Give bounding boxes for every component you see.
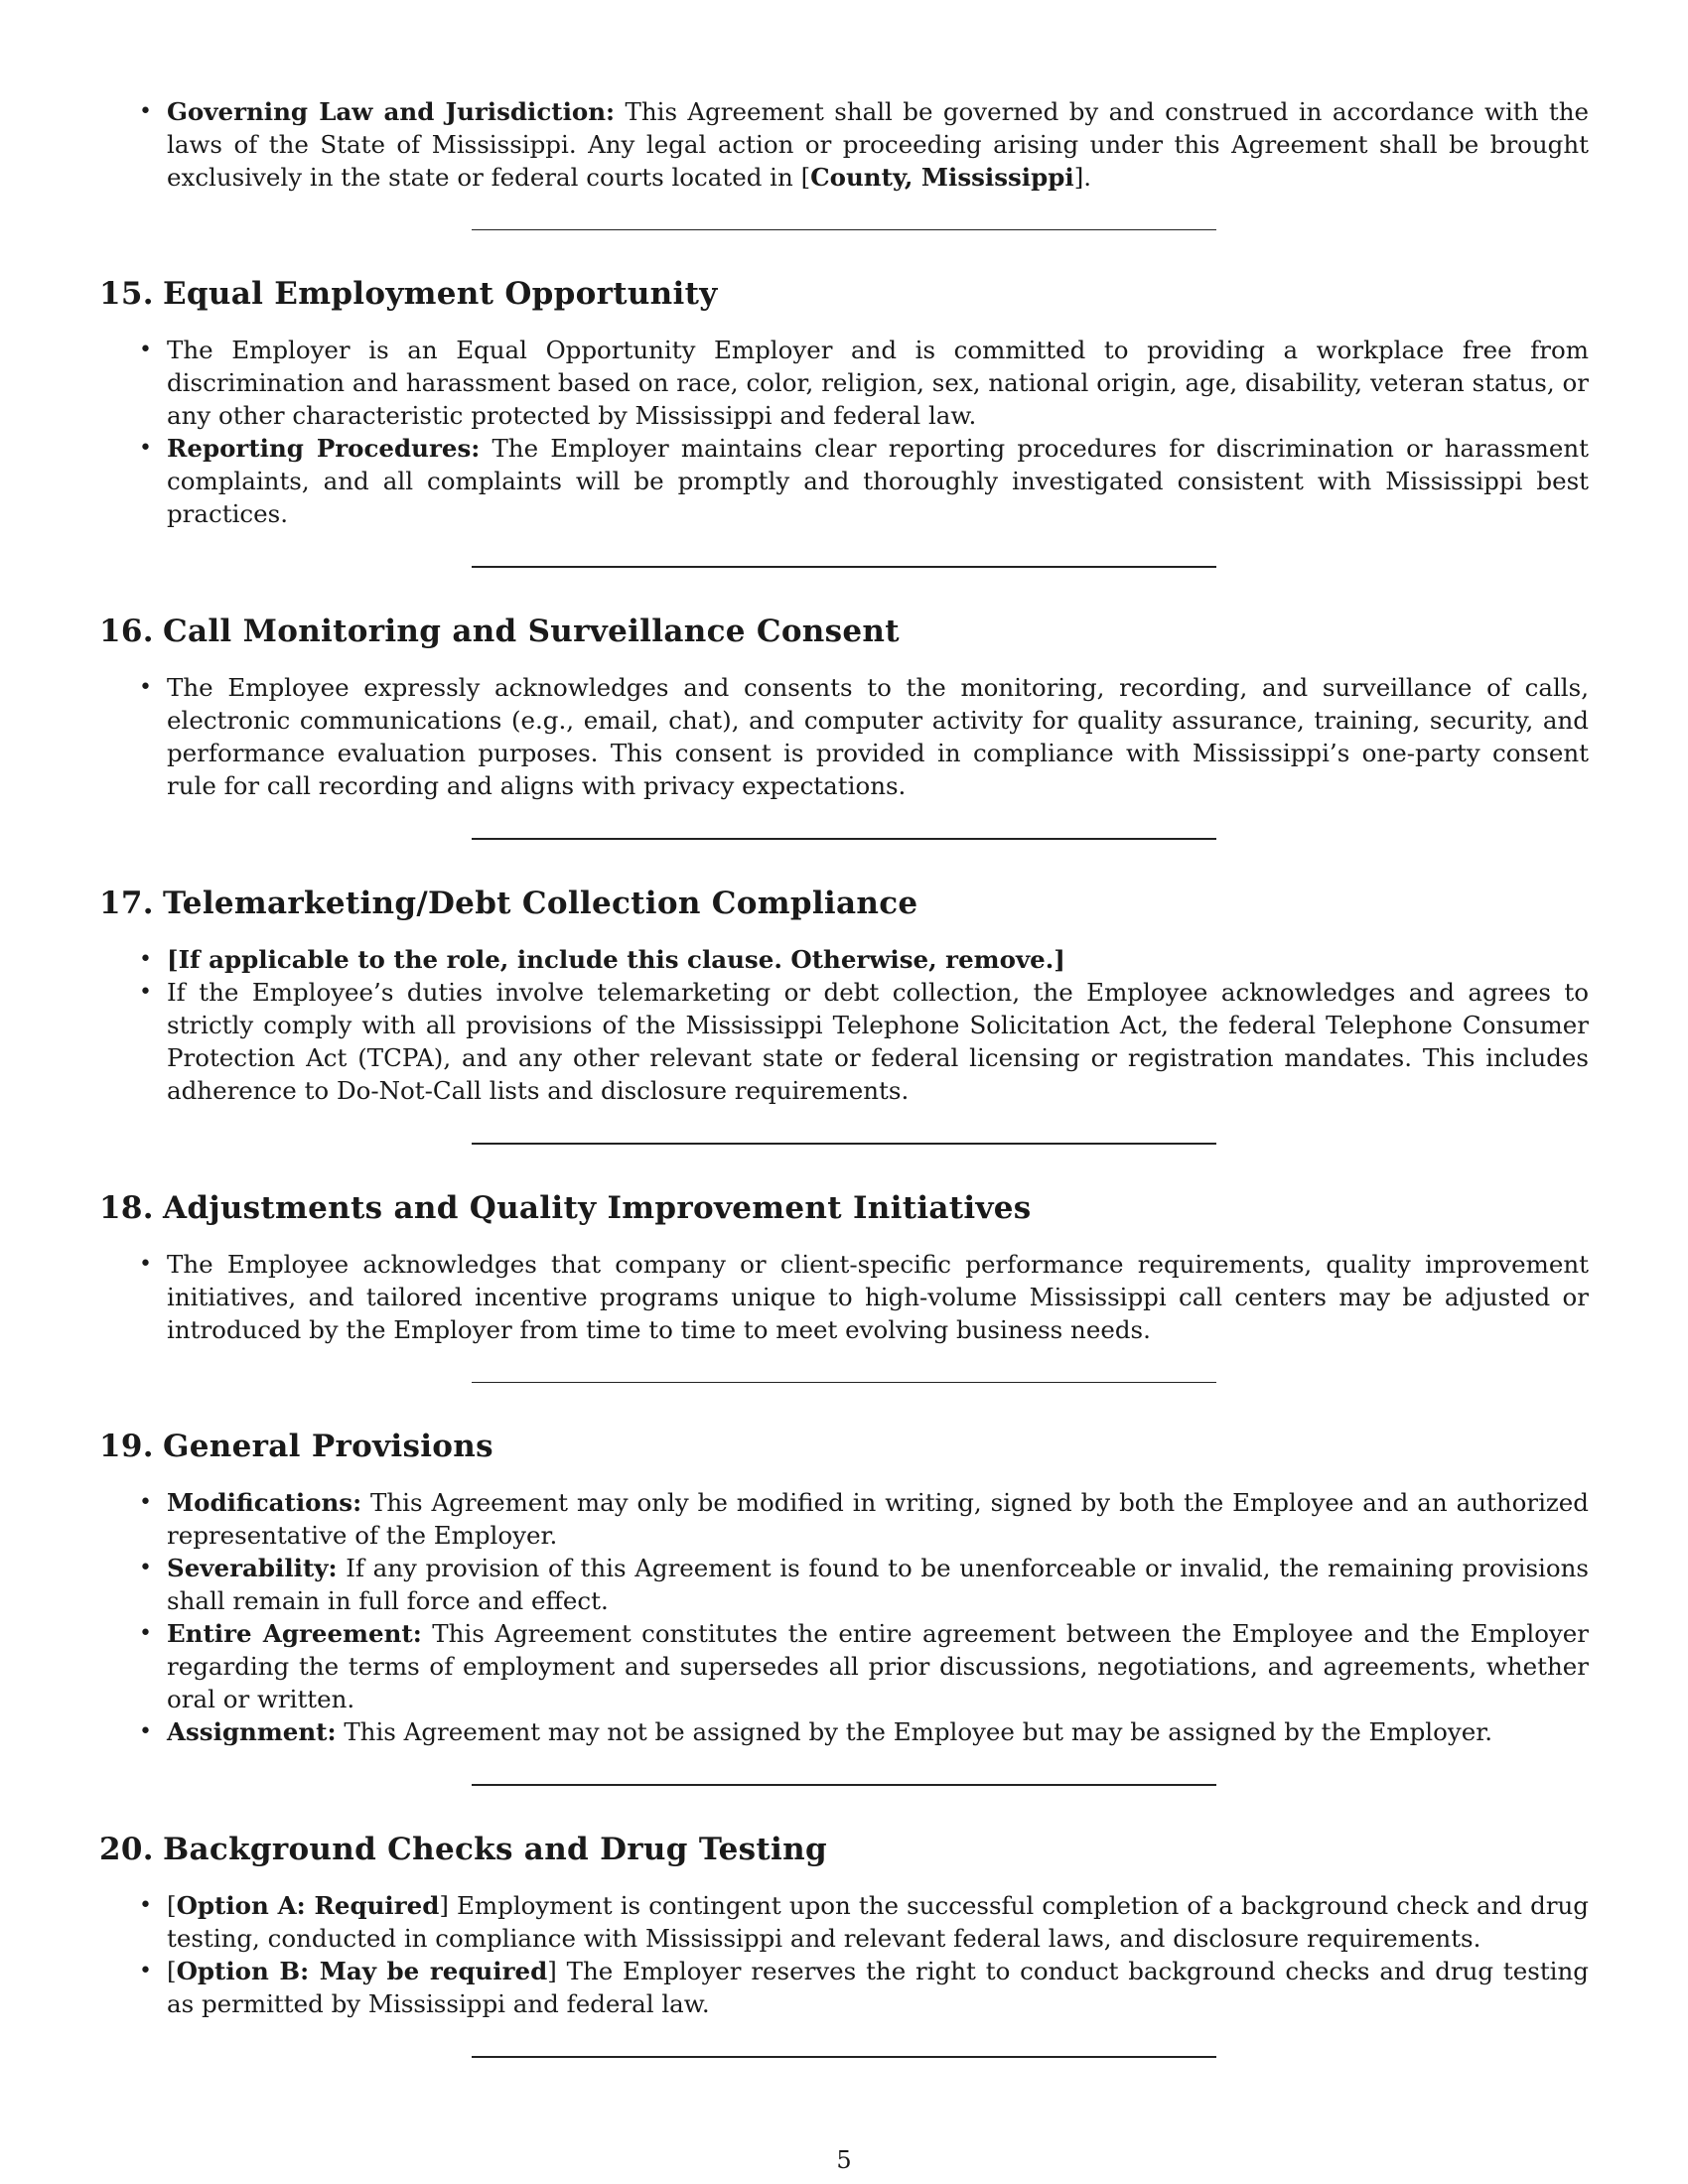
- list-item: [139, 334, 1589, 432]
- bullet-icon: •: [139, 1893, 152, 1918]
- section-heading: 20. Background Checks and Drug Testing: [99, 1832, 827, 1867]
- item-lead: Assignment:: [167, 1717, 337, 1746]
- list-item: [139, 1617, 1590, 1715]
- list-item: [139, 1248, 1589, 1346]
- list-item: [139, 1486, 1589, 1552]
- list-item: [139, 1552, 1589, 1617]
- list-item: [139, 1715, 1589, 1748]
- placeholder-text: County, Mississippi: [810, 163, 1074, 192]
- item-text: This Agreement shall be governed by and construed in accordance with the laws of the State of Mississippi. Any legal action or proceeding arising under this Agreement shall be brought exclusively in the state or federal courts located in: [167, 97, 1590, 192]
- document-page: [99, 95, 1589, 2102]
- list-item: • [Option B: May be required] The Employer reserves the right to conduct background checks and drug testing as permitted by Mississippi and federal law.: [139, 1957, 1589, 2018]
- item-lead: Governing Law and Jurisdiction:: [167, 97, 616, 126]
- section-divider: [472, 566, 1216, 568]
- list-item: [139, 671, 1589, 802]
- item-text: The Employee expressly acknowledges and consents to the monitoring, recording, and surveillance of calls, electronic communications (e.g., email, chat), and computer activity for quality assurance, training, security, and performance evaluation purposes. This consent is provided in compliance with Mississippi’s one-party consent rule for call recording and aligns with privacy expectations.: [167, 673, 1589, 800]
- bullet-icon: •: [139, 1621, 152, 1646]
- list-item: [139, 432, 1589, 530]
- bullet-icon: •: [139, 436, 152, 461]
- item-text: The Employer reserves the right to conduct background checks and drug testing as permitted by Mississippi and federal law.: [167, 1957, 1589, 2018]
- item-text: This Agreement may only be modified in writing, signed by both the Employee and an authorized representative of the Employer.: [167, 1488, 1589, 1550]
- item-lead: [If applicable to the role, include this clause. Otherwise, remove.]: [167, 945, 1065, 974]
- item-lead: Severability:: [167, 1554, 338, 1582]
- section-list: [99, 671, 1589, 802]
- list-item: [139, 943, 1589, 976]
- section-list: [99, 334, 1589, 530]
- item-lead: Option A: Required: [176, 1891, 440, 1920]
- item-text: The Employee acknowledges that company or client-specific performance requirements, quality improvement initiatives, and tailored incentive programs unique to high-volume Mississippi call centers may be adjusted or introduced by the Employer from time to time to meet evolving business needs.: [167, 1250, 1589, 1344]
- item-lead: Modifications:: [167, 1488, 362, 1517]
- bullet-icon: •: [139, 1252, 152, 1277]
- bullet-icon: •: [139, 947, 152, 972]
- item-text: If the Employee’s duties involve telemarketing or debt collection, the Employee acknowledges and agrees to strictly comply with all provisions of the Mississippi Telephone Solicitation Act, the federal Telephone Consumer Protection Act (TCPA), and any other relevant state or federal licensing or registration mandates. This includes adherence to Do-Not-Call lists and disclosure requirements.: [167, 978, 1589, 1105]
- bullet-icon: •: [139, 980, 152, 1005]
- bullet-icon: •: [139, 675, 152, 700]
- section-divider: [472, 1784, 1216, 1786]
- section-list: [99, 1248, 1589, 1346]
- item-lead: Entire Agreement:: [167, 1619, 422, 1648]
- section-divider: [472, 1382, 1216, 1383]
- section-heading: 18. Adjustments and Quality Improvement Initiatives: [99, 1190, 1032, 1226]
- item-text: Employment is contingent upon the successful completion of a background check and drug testing, conducted in compliance with Mississippi and relevant federal laws, and disclosure requirements.: [167, 1891, 1589, 1953]
- section-list: [99, 943, 1589, 1107]
- section-divider: [472, 838, 1216, 840]
- bullet-icon: •: [139, 99, 152, 124]
- item-text: The Employer maintains clear reporting procedures for discrimination or harassment complaints, and all complaints will be promptly and thoroughly investigated consistent with Mississippi best practices.: [167, 434, 1589, 528]
- bullet-icon: •: [139, 338, 152, 362]
- item-lead: Option B: May be required: [176, 1957, 548, 1985]
- section-divider: [472, 2056, 1216, 2058]
- item-text: This Agreement constitutes the entire agreement between the Employee and the Employer regarding the terms of employment and supersedes all prior discussions, negotiations, and agreements, whether oral or written.: [167, 1619, 1590, 1713]
- list-item: • [Option A: Required] Employment is contingent upon the successful completion of a background check and drug testing, conducted in compliance with Mississippi and relevant federal laws, and disclosure requirements.: [139, 1891, 1589, 1953]
- bullet-icon: •: [139, 1556, 152, 1580]
- section-divider: [472, 1143, 1216, 1145]
- section-heading: 17. Telemarketing/Debt Collection Compliance: [99, 886, 918, 921]
- page-number: 5: [836, 2146, 852, 2174]
- bullet-icon: •: [139, 1490, 152, 1515]
- section-list: [99, 1889, 1589, 2020]
- item-text: The Employer is an Equal Opportunity Employer and is committed to providing a workplace free from discrimination and harassment based on race, color, religion, sex, national origin, age, disability, veteran status, or any other characteristic protected by Mississippi and federal law.: [167, 336, 1589, 430]
- bullet-icon: •: [139, 1959, 152, 1983]
- section-divider: [472, 229, 1216, 230]
- item-text: If any provision of this Agreement is found to be unenforceable or invalid, the remaining provisions shall remain in full force and effect.: [167, 1554, 1589, 1615]
- bullet-icon: •: [139, 1719, 152, 1744]
- section-list: [99, 1486, 1589, 1748]
- intro-list: [99, 95, 1589, 194]
- list-item: [139, 976, 1589, 1107]
- item-text: This Agreement may not be assigned by the Employee but may be assigned by the Employer.: [336, 1717, 1493, 1746]
- section-heading: 19. General Provisions: [99, 1429, 493, 1464]
- section-heading: 15. Equal Employment Opportunity: [99, 276, 718, 312]
- list-item: • Governing Law and Jurisdiction: This Agreement shall be governed by and construed in accordance with the laws of the State of Mississippi. Any legal action or proceeding arising under this Agreement shall be brought exclusively in the state or federal courts located in [County, Mississippi].: [139, 97, 1590, 192]
- section-heading: 16. Call Monitoring and Surveillance Consent: [99, 614, 900, 649]
- item-lead: Reporting Procedures:: [167, 434, 481, 463]
